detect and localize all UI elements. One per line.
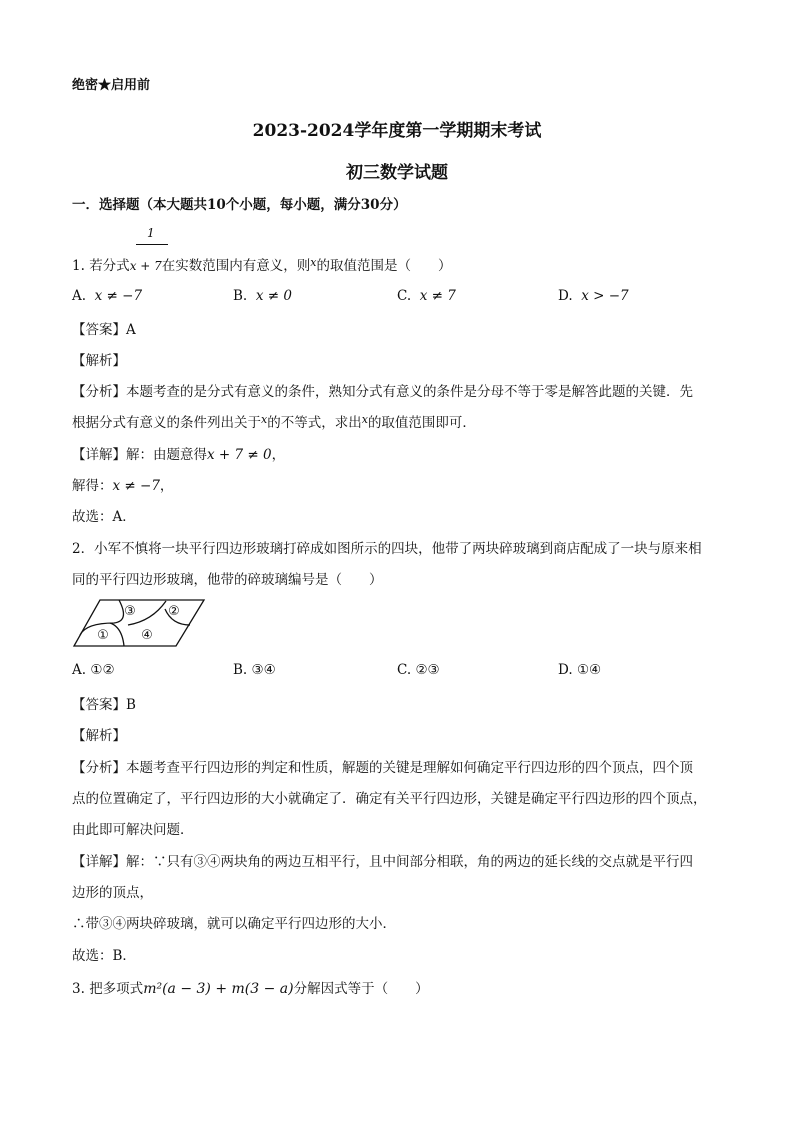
q1-text2: 的取值范围是（ ） [316,258,452,274]
crack-bottom-left [110,623,124,646]
exam-subtitle: 初三数学试题 [346,163,448,183]
q1-text: 在实数范围内有意义，则 [161,258,311,274]
q1-jiexi: 【解析】 [72,353,126,369]
exam-title: 2023-2024学年度第一学期期末考试 [252,121,542,141]
q1-choose: 故选：A． [72,509,136,525]
q2-option-d[interactable]: D. ①④ [558,662,602,678]
q2-analysis-line1: 【分析】本题考查平行四边形的判定和性质，解题的关键是理解如何确定平行四边形的四个顶点，四个顶 [72,760,693,776]
piece-label-3: ③ [124,604,136,619]
parallelogram-outline [74,600,204,646]
q1-number: 1. [72,258,85,274]
q1-option-d[interactable]: D. x > −7 [558,288,629,304]
q3-number: 3. [72,981,85,997]
q2-option-a[interactable]: A. ①② [72,662,115,678]
fraction-bar [136,244,168,245]
confidential-label: 绝密★启用前 [72,78,151,93]
q2-choose: 故选：B． [72,948,136,964]
q1-answer: 【答案】A [72,322,136,338]
piece-label-2: ② [168,604,180,619]
q1-option-b[interactable]: B. x ≠ 0 [233,288,292,304]
q2-detail-line3: ∴带③④两块碎玻璃，就可以确定平行四边形的大小． [72,916,396,932]
q2-detail-line1: 【详解】解：∵只有③④两块角的两边互相平行，且中间部分相联，角的两边的延长线的交点就是平行四 [72,854,693,870]
piece-label-4: ④ [141,628,153,643]
q2-jiexi: 【解析】 [72,728,126,744]
q1-analysis-line2: 根据分式有意义的条件列出关于$^x$的不等式，求出$^x$的取值范围即可． [72,413,476,431]
q2-answer: 【答案】B [72,697,136,713]
q1-analysis-line1: 【分析】本题考查的是分式有意义的条件，熟知分式有意义的条件是分母不等于零是解答此题的关键．先 [72,384,693,400]
q2-detail-line2: 边形的顶点， [72,885,153,901]
q3-stem: 3. 把多项式m²(a − 3) + m(3 − a)分解因式等于（ ） [72,981,429,997]
q1-var: x [310,256,317,269]
q1-option-c[interactable]: C. x ≠ 7 [397,288,456,304]
fraction-denominator: x + 7 [129,259,162,273]
q2-stem-line2: 同的平行四边形玻璃，他带的碎玻璃编号是（ ） [72,572,383,588]
q1-option-a[interactable]: A. x ≠ −7 [72,288,143,304]
q1-detail: 【详解】解：由题意得x + 7 ≠ 0， [72,447,286,463]
q2-option-c[interactable]: C. ②③ [397,662,440,678]
q1-pre: 若分式 [89,258,130,274]
q2-stem-line1: 2．小军不慎将一块平行四边形玻璃打碎成如图所示的四块，他带了两块碎玻璃到商店配成了一块与原来相 [72,541,702,557]
fraction-numerator: 1 [147,226,155,240]
broken-glass-figure [72,597,206,649]
q1-stem [72,254,452,274]
q3-expression: m²(a − 3) + m(3 − a) [143,981,294,997]
q2-analysis-line3: 由此即可解决问题． [72,822,194,838]
q1-solve: 解得：x ≠ −7， [72,478,174,494]
section-heading: 一．选择题（本大题共10个小题，每小题，满分30分） [72,197,407,213]
q2-analysis-line2: 点的位置确定了，平行四边形的大小就确定了．确定有关平行四边形，关键是确定平行四边形的四个顶点， [72,791,707,807]
q2-option-b[interactable]: B. ③④ [233,662,276,678]
piece-label-1: ① [97,628,109,643]
